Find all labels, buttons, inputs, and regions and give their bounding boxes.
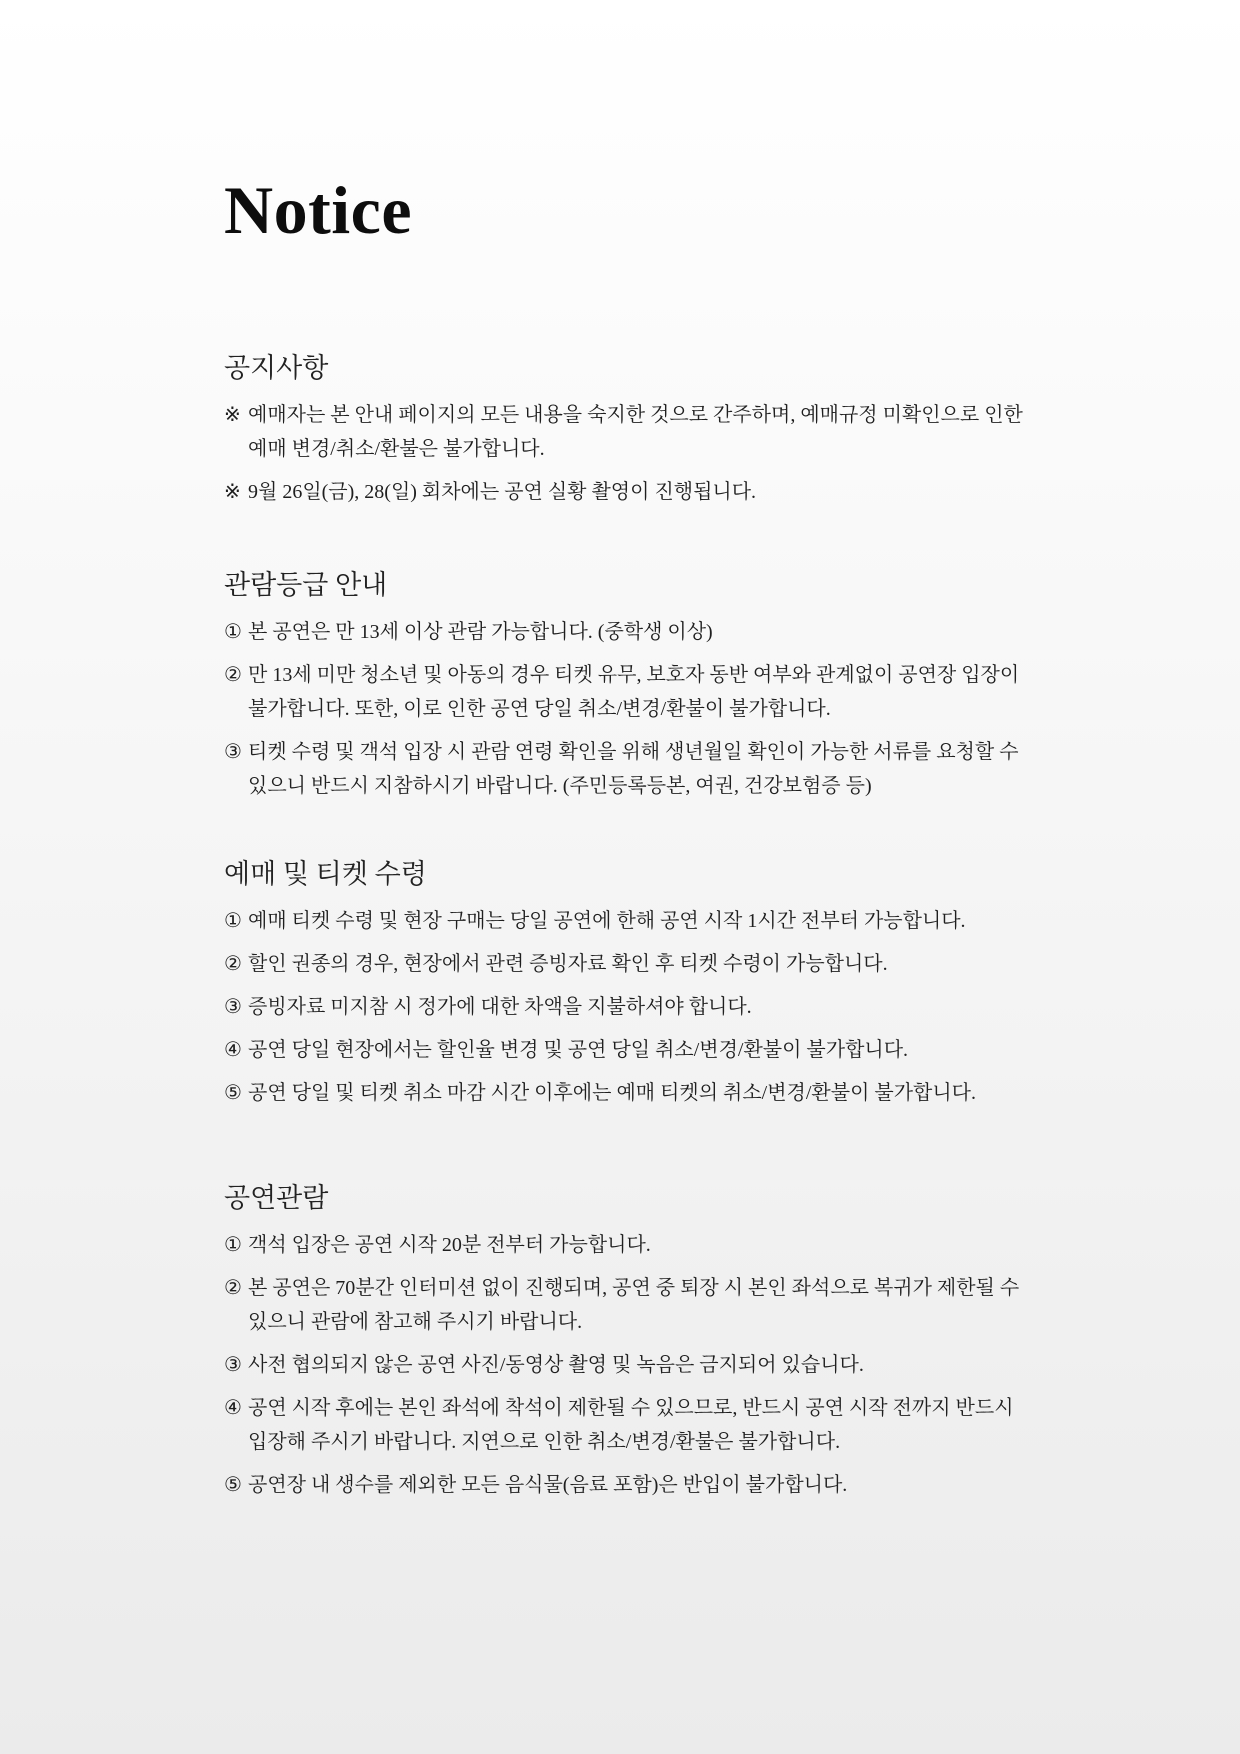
item-text: 예매자는 본 안내 페이지의 모든 내용을 숙지한 것으로 간주하며, 예매규정 미확인으로 인한 예매 변경/취소/환불은 불가합니다.	[248, 404, 1023, 461]
item-text: 티켓 수령 및 객석 입장 시 관람 연령 확인을 위해 생년월일 확인이 가능한 서류를 요청할 수 있으니 반드시 지참하시기 바랍니다. (주민등록등본, 여권, 건강보험증 등)	[248, 741, 1019, 798]
section-heading: 관람등급 안내	[224, 570, 388, 600]
list-item	[224, 1391, 1024, 1459]
list-item	[224, 990, 1024, 1024]
list-item	[224, 615, 1024, 649]
item-text: 본 공연은 70분간 인터미션 없이 진행되며, 공연 중 퇴장 시 본인 좌석으로 복귀가 제한될 수 있으니 관람에 참고해 주시기 바랍니다.	[248, 1277, 1020, 1334]
page-title: Notice	[224, 172, 413, 248]
item-number: ①	[224, 1234, 242, 1257]
list-item	[224, 1076, 1024, 1110]
list-item	[224, 735, 1024, 803]
section-performance-viewing	[224, 1182, 1024, 1511]
section-heading: 공지사항	[224, 353, 329, 383]
item-text: 공연장 내 생수를 제외한 모든 음식물(음료 포함)은 반입이 불가합니다.	[248, 1474, 848, 1497]
item-number: ①	[224, 910, 242, 933]
list-item	[224, 1271, 1024, 1339]
list-item	[224, 947, 1024, 981]
viewing-list	[224, 1228, 1024, 1502]
notice-list	[224, 398, 1024, 509]
item-text: 할인 권종의 경우, 현장에서 관련 증빙자료 확인 후 티켓 수령이 가능합니다.	[248, 953, 888, 976]
list-item	[224, 1468, 1024, 1502]
item-text: 공연 당일 및 티켓 취소 마감 시간 이후에는 예매 티켓의 취소/변경/환불이 불가합니다.	[248, 1082, 976, 1105]
item-number: ③	[224, 996, 242, 1019]
item-number: ②	[224, 953, 242, 976]
section-booking-tickets	[224, 858, 1024, 1119]
item-number: ④	[224, 1039, 242, 1062]
section-general-notice	[224, 352, 1024, 518]
item-text: 사전 협의되지 않은 공연 사진/동영상 촬영 및 녹음은 금지되어 있습니다.	[248, 1354, 864, 1377]
item-text: 공연 시작 후에는 본인 좌석에 착석이 제한될 수 있으므로, 반드시 공연 시작 전까지 반드시 입장해 주시기 바랍니다. 지연으로 인한 취소/변경/환불은 불가합니다.	[248, 1397, 1014, 1454]
item-text: 9월 26일(금), 28(일) 회차에는 공연 실황 촬영이 진행됩니다.	[248, 481, 757, 504]
list-item	[224, 475, 1024, 509]
item-number: ①	[224, 621, 242, 644]
rating-list	[224, 615, 1024, 803]
item-text: 객석 입장은 공연 시작 20분 전부터 가능합니다.	[248, 1234, 651, 1257]
item-number: ③	[224, 741, 242, 764]
booking-list	[224, 904, 1024, 1110]
item-number: ⑤	[224, 1082, 242, 1105]
item-text: 만 13세 미만 청소년 및 아동의 경우 티켓 유무, 보호자 동반 여부와 관계없이 공연장 입장이 불가합니다. 또한, 이로 인한 공연 당일 취소/변경/환불이 불가합니다.	[248, 664, 1020, 721]
list-item	[224, 658, 1024, 726]
list-item	[224, 1228, 1024, 1262]
section-age-rating	[224, 569, 1024, 812]
item-number: ②	[224, 1277, 242, 1300]
item-text: 본 공연은 만 13세 이상 관람 가능합니다. (중학생 이상)	[248, 621, 713, 644]
section-heading: 예매 및 티켓 수령	[224, 859, 427, 889]
section-heading: 공연관람	[224, 1183, 329, 1213]
item-number: ②	[224, 664, 242, 687]
item-number: ⑤	[224, 1474, 242, 1497]
reference-mark: ※	[224, 481, 241, 504]
reference-mark: ※	[224, 404, 241, 427]
item-text: 증빙자료 미지참 시 정가에 대한 차액을 지불하셔야 합니다.	[248, 996, 752, 1019]
item-number: ③	[224, 1354, 242, 1377]
list-item	[224, 398, 1024, 466]
item-number: ④	[224, 1397, 242, 1420]
list-item	[224, 1348, 1024, 1382]
list-item	[224, 904, 1024, 938]
list-item	[224, 1033, 1024, 1067]
item-text: 공연 당일 현장에서는 할인율 변경 및 공연 당일 취소/변경/환불이 불가합니다.	[248, 1039, 909, 1062]
item-text: 예매 티켓 수령 및 현장 구매는 당일 공연에 한해 공연 시작 1시간 전부터 가능합니다.	[248, 910, 966, 933]
